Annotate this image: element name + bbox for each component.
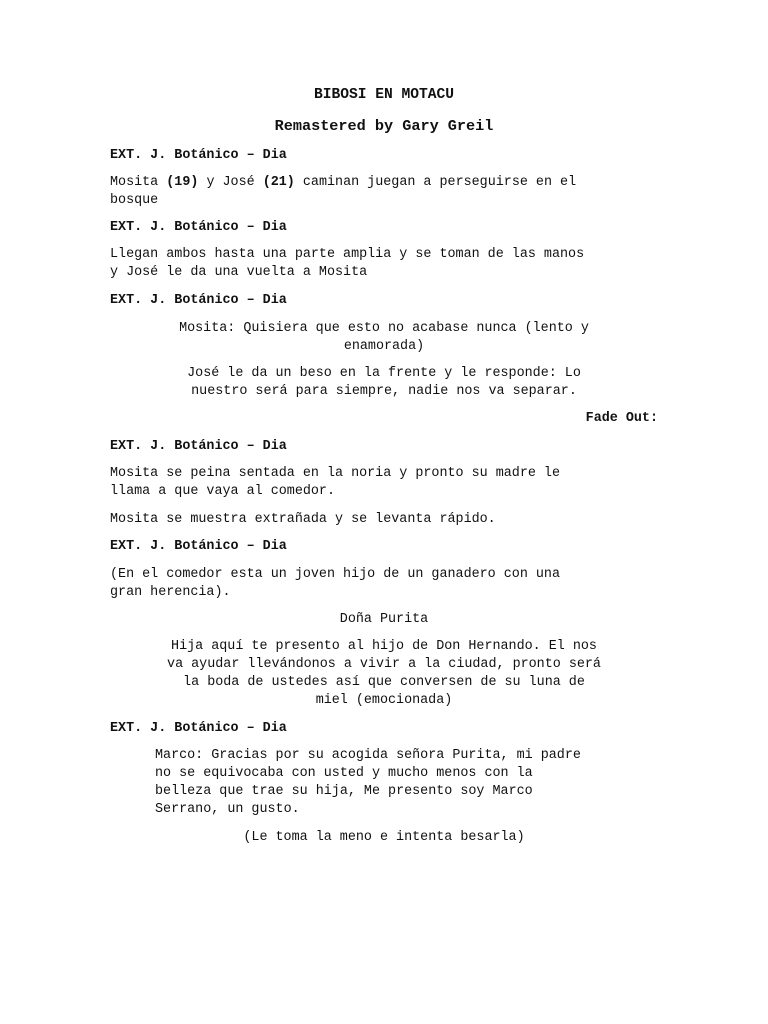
dialogue-line: no se equivocaba con usted y mucho menos con la: [155, 766, 533, 781]
action-paragraph-3: [110, 465, 662, 501]
dialogue-block-4: [155, 747, 635, 819]
action-line: [110, 174, 662, 192]
action-paragraph-2: [110, 246, 662, 282]
action-paragraph-5: [110, 566, 662, 602]
action-line: llama a que vaya al comedor.: [110, 484, 335, 499]
dialogue-line: la boda de ustedes así que conversen de su luna de: [183, 675, 585, 690]
dialogue-line: belleza que trae su hija, Me presento soy Marco: [155, 784, 533, 799]
dialogue-block-1: [160, 320, 608, 356]
dialogue-block-2: [160, 365, 608, 401]
action-text: caminan juegan a perseguirse en el: [294, 175, 577, 190]
action-text: Mosita: [110, 175, 167, 190]
dialogue-line: nuestro será para siempre, nadie nos va separar.: [191, 384, 577, 399]
action-line: gran herencia).: [110, 585, 231, 600]
scene-heading-5: EXT. J. Botánico – Dia: [110, 539, 287, 554]
character-name: Doña Purita: [339, 612, 429, 627]
age-mosita: (19): [166, 175, 199, 190]
dialogue-line: Hija aquí te presento al hijo de Don Hernando. El nos: [171, 639, 597, 654]
transition-fade-out: Fade Out:: [585, 411, 658, 426]
dialogue-line: enamorada): [343, 339, 425, 354]
dialogue-line: Serrano, un gusto.: [155, 802, 300, 817]
dialogue-line: José le da un beso en la frente y le responde: Lo: [187, 366, 581, 381]
scene-heading-1: EXT. J. Botánico – Dia: [110, 148, 287, 163]
scene-heading-4: EXT. J. Botánico – Dia: [110, 439, 287, 454]
action-line: bosque: [110, 193, 159, 208]
action-line: Llegan ambos hasta una parte amplia y se toman de las manos: [110, 247, 585, 262]
dialogue-line: Marco: Gracias por su acogida señora Purita, mi padre: [155, 748, 581, 763]
scene-heading-6: EXT. J. Botánico – Dia: [110, 721, 287, 736]
document-title: BIBOSI EN MOTACU: [313, 87, 455, 103]
action-text: y José: [198, 175, 263, 190]
parenthetical: (Le toma la meno e intenta besarla): [243, 830, 525, 845]
scene-heading-2: EXT. J. Botánico – Dia: [110, 220, 287, 235]
action-paragraph-1: [110, 174, 662, 210]
dialogue-line: Mosita: Quisiera que esto no acabase nunca (lento y: [179, 321, 589, 336]
dialogue-line: va ayudar llevándonos a vivir a la ciudad, pronto será: [167, 657, 601, 672]
dialogue-line: miel (emocionada): [315, 693, 453, 708]
action-line: (En el comedor esta un joven hijo de un ganadero con una: [110, 567, 560, 582]
document-subtitle: Remastered by Gary Greil: [274, 117, 494, 135]
age-jose: (21): [262, 175, 295, 190]
dialogue-block-3: [150, 638, 618, 710]
scene-heading-3: EXT. J. Botánico – Dia: [110, 293, 287, 308]
action-line: y José le da una vuelta a Mosita: [110, 265, 368, 280]
action-paragraph-4: Mosita se muestra extrañada y se levanta rápido.: [110, 512, 496, 527]
action-line: Mosita se peina sentada en la noria y pronto su madre le: [110, 466, 560, 481]
